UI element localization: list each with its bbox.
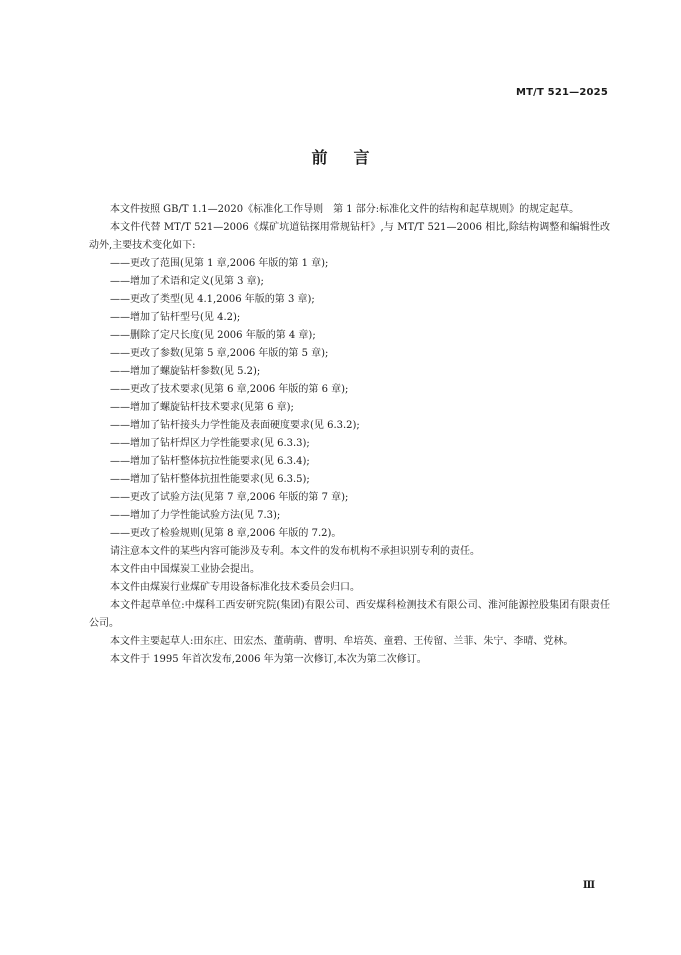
list-item: ——更改了参数(见第 5 章,2006 年版的第 5 章);	[110, 348, 329, 359]
paragraph-proposer: 本文件由中国煤炭工业协会提出。	[110, 564, 260, 575]
paragraph-patent-notice: 请注意本文件的某些内容可能涉及专利。本文件的发布机构不承担识别专利的责任。	[110, 546, 480, 557]
paragraph-committee: 本文件由煤炭行业煤矿专用设备标准化技术委员会归口。	[110, 582, 360, 593]
paragraph-drafting-rules: 本文件按照 GB/T 1.1—2020《标准化工作导则 第 1 部分:标准化文件的结构和起草规则》的规定起草。	[110, 204, 580, 215]
list-item: ——删除了定尺长度(见 2006 年版的第 4 章);	[110, 330, 316, 341]
page-title: 前言	[311, 148, 396, 167]
list-item: ——更改了范围(见第 1 章,2006 年版的第 1 章);	[110, 258, 329, 269]
list-item: ——更改了检验规则(见第 8 章,2006 年版的 7.2)。	[110, 528, 342, 539]
list-item: ——增加了钻杆整体抗扭性能要求(见 6.3.5);	[110, 474, 310, 485]
list-item: ——更改了试验方法(见第 7 章,2006 年版的第 7 章);	[110, 492, 349, 503]
foreword-body	[89, 201, 610, 669]
list-item: ——增加了力学性能试验方法(见 7.3);	[110, 510, 281, 521]
paragraph-drafting-units: 本文件起草单位:中煤科工西安研究院(集团)有限公司、西安煤科检测技术有限公司、淮河能源控股集团有限责任公司。	[89, 600, 610, 629]
list-item: ——增加了钻杆接头力学性能及表面硬度要求(见 6.3.2);	[110, 420, 360, 431]
list-item: ——增加了螺旋钻杆参数(见 5.2);	[110, 366, 261, 377]
paragraph-replacement: 本文件代替 MT/T 521—2006《煤矿坑道钻探用常规钻杆》,与 MT/T 521—2006 相比,除结构调整和编辑性改动外,主要技术变化如下:	[89, 222, 610, 251]
list-item: ——更改了类型(见 4.1,2006 年版的第 3 章);	[110, 294, 315, 305]
list-item: ——增加了螺旋钻杆技术要求(见第 6 章);	[110, 402, 294, 413]
list-item: ——更改了技术要求(见第 6 章,2006 年版的第 6 章);	[110, 384, 349, 395]
paragraph-history: 本文件于 1995 年首次发布,2006 年为第一次修订,本次为第二次修订。	[110, 654, 427, 665]
page-number: Ⅲ	[582, 880, 595, 891]
list-item: ——增加了术语和定义(见第 3 章);	[110, 276, 264, 287]
list-item: ——增加了钻杆焊区力学性能要求(见 6.3.3);	[110, 438, 310, 449]
list-item: ——增加了钻杆型号(见 4.2);	[110, 312, 241, 323]
standard-number-header: MT/T 521—2025	[515, 87, 608, 98]
technical-changes-list	[89, 255, 610, 543]
paragraph-drafters: 本文件主要起草人:田东庄、田宏杰、董萌萌、曹明、牟培英、童碧、王传留、兰菲、朱宁、李晴、党林。	[110, 636, 574, 647]
list-item: ——增加了钻杆整体抗拉性能要求(见 6.3.4);	[110, 456, 310, 467]
